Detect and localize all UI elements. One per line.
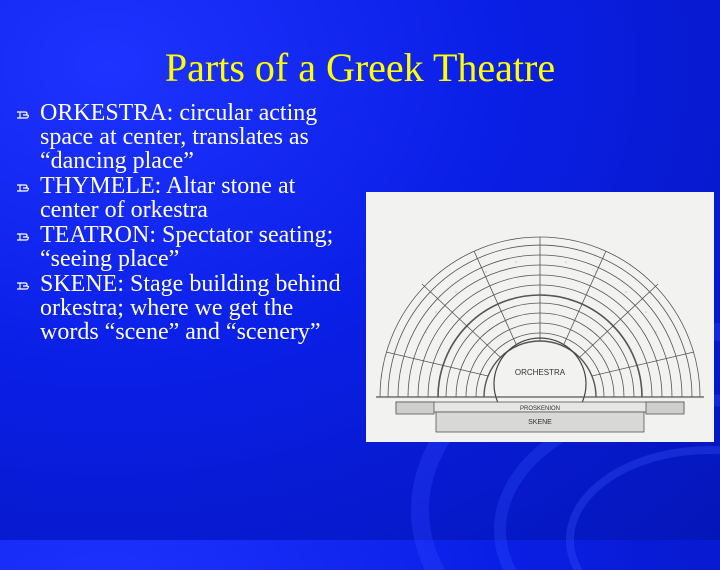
orchestra-label: ORCHESTRA — [514, 368, 566, 377]
bullet-item — [16, 174, 351, 222]
pointing-hand-icon — [16, 180, 32, 194]
pointing-hand-icon — [16, 107, 32, 121]
bullet-item — [16, 101, 351, 173]
bullet-text: TEATRON: Spectator seating; “seeing place” — [40, 222, 334, 272]
proskenion-label: PROSKENION — [519, 406, 561, 412]
slide-title: Parts of a Greek Theatre — [164, 45, 556, 90]
bullet-item — [16, 223, 351, 271]
skene-label: SKENE — [528, 419, 552, 426]
bullet-text: SKENE: Stage building behind orkestra; where we get the words “scene” and “scenery” — [40, 271, 341, 345]
pointing-hand-icon — [16, 278, 32, 292]
theatre-plan-image — [366, 192, 714, 442]
bullet-text: ORKESTRA: circular acting space at center, translates as “dancing place” — [40, 100, 318, 174]
pointing-hand-icon — [16, 229, 32, 243]
bullet-list — [16, 101, 351, 345]
bullet-item — [16, 272, 351, 344]
bullet-text: THYMELE: Altar stone at center of orkestra — [40, 173, 296, 223]
